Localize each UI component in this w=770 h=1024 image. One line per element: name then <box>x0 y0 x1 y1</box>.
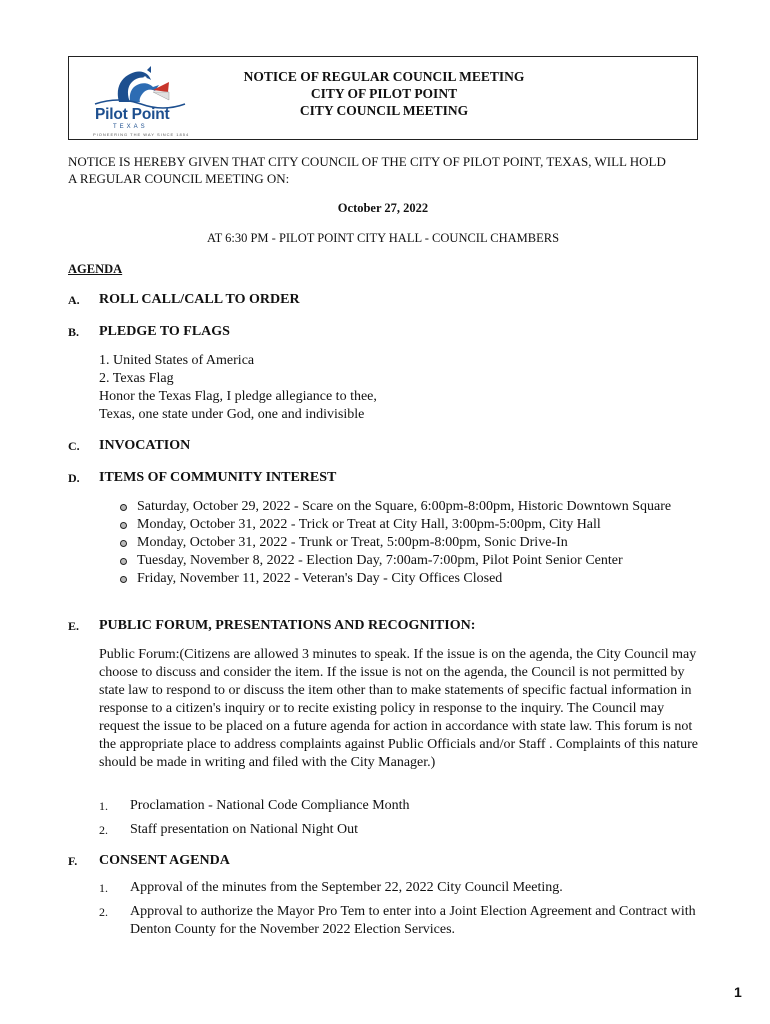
item-number: 2. <box>99 823 108 837</box>
section-b-letter: B. <box>68 325 80 339</box>
notice-line-2: A REGULAR COUNCIL MEETING ON: <box>68 171 290 186</box>
list-item-text: Tuesday, November 8, 2022 - Election Day, 7:00am-7:00pm, Pilot Point Senior Center <box>137 553 623 568</box>
item-text: Approval of the minutes from the September 22, 2022 City Council Meeting. <box>130 880 563 895</box>
bullet-icon <box>120 522 127 529</box>
section-e-title: PUBLIC FORUM, PRESENTATIONS AND RECOGNITION: <box>99 618 476 633</box>
section-d-letter: D. <box>68 471 80 485</box>
section-f-letter: F. <box>68 854 78 868</box>
pledge-lines <box>99 352 699 424</box>
pledge-line: 1. United States of America <box>99 353 255 368</box>
logo-state: TEXAS <box>113 124 148 130</box>
pledge-line: Honor the Texas Flag, I pledge allegiance to thee, <box>99 389 377 404</box>
logo-tagline: PIONEERING THE WAY SINCE 1854 <box>93 132 190 137</box>
agenda-heading: AGENDA <box>68 262 123 276</box>
list-item <box>119 552 699 570</box>
list-item <box>119 516 699 534</box>
item-number: 1. <box>99 799 108 813</box>
notice-text <box>68 153 708 187</box>
header-title <box>209 68 559 119</box>
section-f-title: CONSENT AGENDA <box>99 853 230 868</box>
logo-title: Pilot Point <box>95 106 170 123</box>
list-item-text: Monday, October 31, 2022 - Trunk or Treat, 5:00pm-8:00pm, Sonic Drive-In <box>137 535 568 550</box>
meeting-date: October 27, 2022 <box>337 201 429 215</box>
community-events-list <box>119 498 699 588</box>
item-text: Staff presentation on National Night Out <box>130 822 358 837</box>
item-number: 1. <box>99 881 108 895</box>
bullet-icon <box>120 504 127 511</box>
section-a-title: ROLL CALL/CALL TO ORDER <box>99 292 300 307</box>
bullet-icon <box>120 558 127 565</box>
section-d-title: ITEMS OF COMMUNITY INTEREST <box>99 470 337 485</box>
header-line-city: CITY OF PILOT POINT <box>310 86 458 101</box>
list-item <box>119 570 699 588</box>
pledge-line: Texas, one state under God, one and indivisible <box>99 407 365 422</box>
bullet-icon <box>120 540 127 547</box>
page-number: 1 <box>734 984 742 1000</box>
bullet-icon <box>120 576 127 583</box>
header-line-notice: NOTICE OF REGULAR COUNCIL MEETING <box>243 69 525 84</box>
section-b-title: PLEDGE TO FLAGS <box>99 324 230 339</box>
public-forum-paragraph: Public Forum:(Citizens are allowed 3 minutes to speak. If the issue is on the agenda, the City Council may choose to discuss and consider the item. If the issue is not on the agenda, the Council is not permitted by state law to respond to or discuss the item other than to make statements of specific factual information in response to a citizen's inquiry or to recite existing policy in response to the inquiry. The Council may request the issue to be placed on a future agenda for action in accordance with state law. This forum is not the appropriate place to address complaints against Public Officials and/or Staff . Complaints of this nature should be made in writing and filed with the City Manager.) <box>99 647 699 770</box>
list-item-text: Friday, November 11, 2022 - Veteran's Day - City Offices Closed <box>137 571 503 586</box>
header-box <box>68 56 698 140</box>
section-c-letter: C. <box>68 439 80 453</box>
horse-head-logo-icon <box>89 64 189 110</box>
list-item-text: Monday, October 31, 2022 - Trick or Treat at City Hall, 3:00pm-5:00pm, City Hall <box>137 517 601 532</box>
item-text: Proclamation - National Code Compliance Month <box>130 798 410 813</box>
pledge-line: 2. Texas Flag <box>99 371 174 386</box>
header-line-meeting: CITY COUNCIL MEETING <box>299 103 469 118</box>
meeting-location: AT 6:30 PM - PILOT POINT CITY HALL - COUNCIL CHAMBERS <box>206 231 560 245</box>
section-c-title: INVOCATION <box>99 438 191 453</box>
section-e-letter: E. <box>68 619 80 633</box>
item-number: 2. <box>99 905 108 919</box>
city-logo <box>89 64 190 137</box>
section-a-letter: A. <box>68 293 80 307</box>
list-item <box>119 534 699 552</box>
notice-line-1: NOTICE IS HEREBY GIVEN THAT CITY COUNCIL OF THE CITY OF PILOT POINT, TEXAS, WILL HOLD <box>68 154 666 169</box>
list-item-text: Saturday, October 29, 2022 - Scare on the Square, 6:00pm-8:00pm, Historic Downtown Square <box>137 499 672 514</box>
list-item <box>119 498 699 516</box>
item-text: Approval to authorize the Mayor Pro Tem to enter into a Joint Election Agreement and Contract with Denton County for the November 2022 Election Services. <box>130 904 696 937</box>
